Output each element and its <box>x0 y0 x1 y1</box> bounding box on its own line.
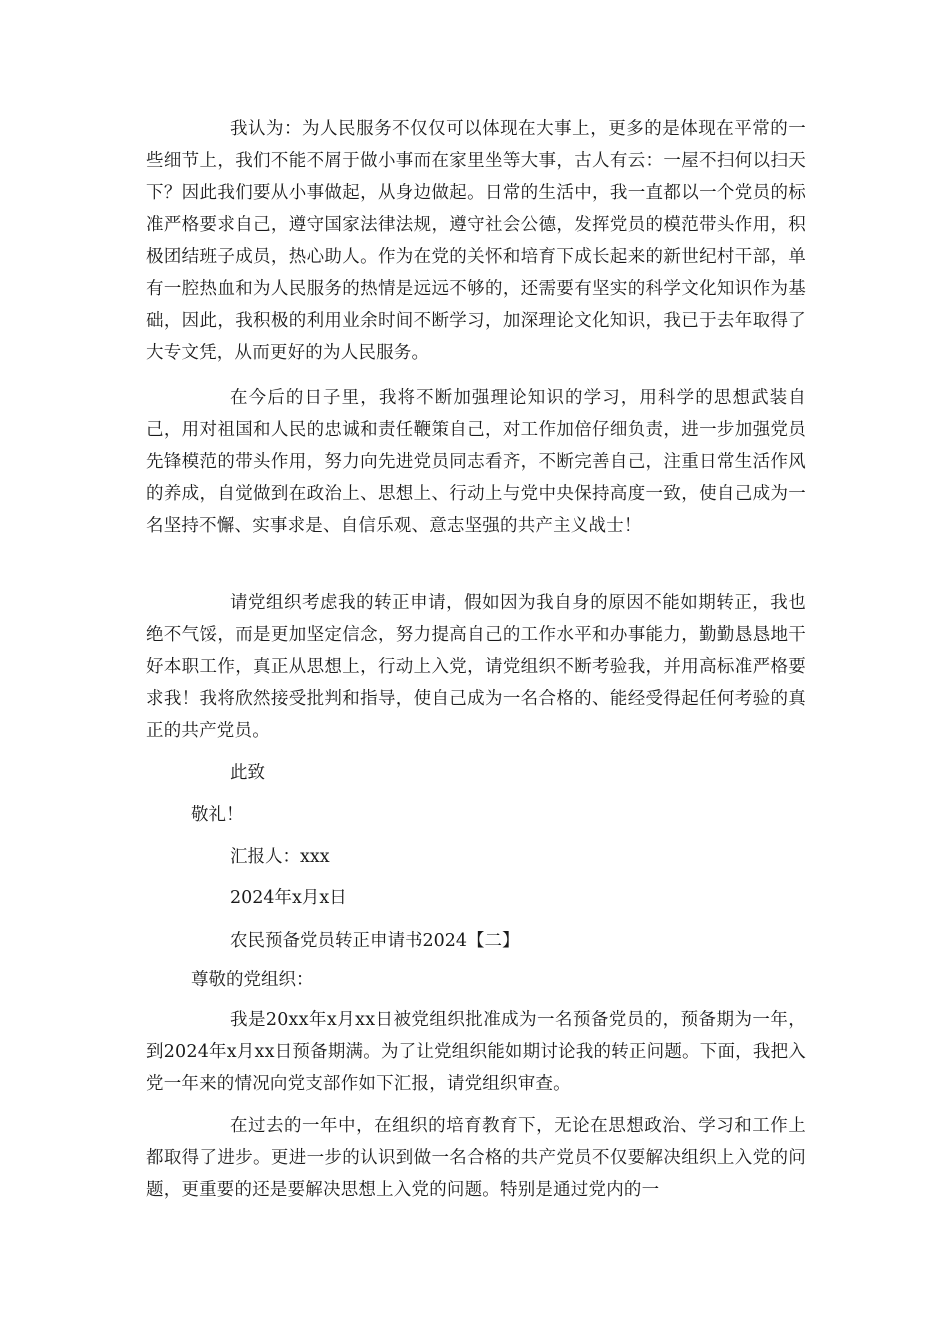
paragraph-progress: 在过去的一年中，在组织的培育教育下，无论在思想政治、学习和工作上都取得了进步。更进一步的认识到做一名合格的共产党员不仅要解决组织上入党的问题，更重要的还是要解决思想上入党的问题。特别是通过党内的一 <box>146 1116 806 1200</box>
paragraph-service: 我认为：为人民服务不仅仅可以体现在大事上，更多的是体现在平常的一些细节上，我们不能不屑于做小事而在家里坐等大事，古人有云：一屋不扫何以扫天下？因此我们要从小事做起，从身边做起。日常的生活中，我一直都以一个党员的标准严格要求自己，遵守国家法律法规，遵守社会公德，发挥党员的模范带头作用，积极团结班子成员，热心助人。作为在党的关怀和培育下成长起来的新世纪村干部，单有一腔热血和为人民服务的热情是远远不够的，还需要有坚实的科学文化知识作为基础，因此，我积极的利用业余时间不断学习，加深理论文化知识，我已于去年取得了大专文凭，从而更好的为人民服务。 <box>146 119 806 363</box>
reporter-name: 汇报人：xxx <box>230 847 330 867</box>
paragraph-probation: 我是20xx年x月xx日被党组织批准成为一名预备党员的，预备期为一年，到2024年x月xx日预备期满。为了让党组织能如期讨论我的转正问题。下面，我把入党一年来的情况向党支部作如下汇报，请党组织审查。 <box>146 1010 806 1094</box>
closing-respect: 敬礼！ <box>191 805 244 825</box>
closing-salutation: 此致 <box>230 763 265 783</box>
paragraph-request: 请党组织考虑我的转正申请，假如因为我自身的原因不能如期转正，我也绝不气馁，而是更加坚定信念，努力提高自己的工作水平和办事能力，勤勤恳恳地干好本职工作，真正从思想上，行动上入党，请党组织不断考验我，并用高标准严格要求我！我将欣然接受批判和指导，使自己成为一名合格的、能经受得起任何考验的真正的共产党员。 <box>146 593 806 741</box>
paragraph-future: 在今后的日子里，我将不断加强理论知识的学习，用科学的思想武装自己，用对祖国和人民的忠诚和责任鞭策自己，对工作加倍仔细负责，进一步加强党员先锋模范的带头作用，努力向先进党员同志看齐，不断完善自己，注重日常生活作风的养成，自觉做到在政治上、思想上、行动上与党中央保持高度一致，使自己成为一名坚持不懈、实事求是、自信乐观、意志坚强的共产主义战士！ <box>146 388 806 536</box>
report-date: 2024年x月x日 <box>230 888 347 908</box>
section-title: 农民预备党员转正申请书2024【二】 <box>230 931 520 951</box>
greeting: 尊敬的党组织： <box>191 970 314 990</box>
